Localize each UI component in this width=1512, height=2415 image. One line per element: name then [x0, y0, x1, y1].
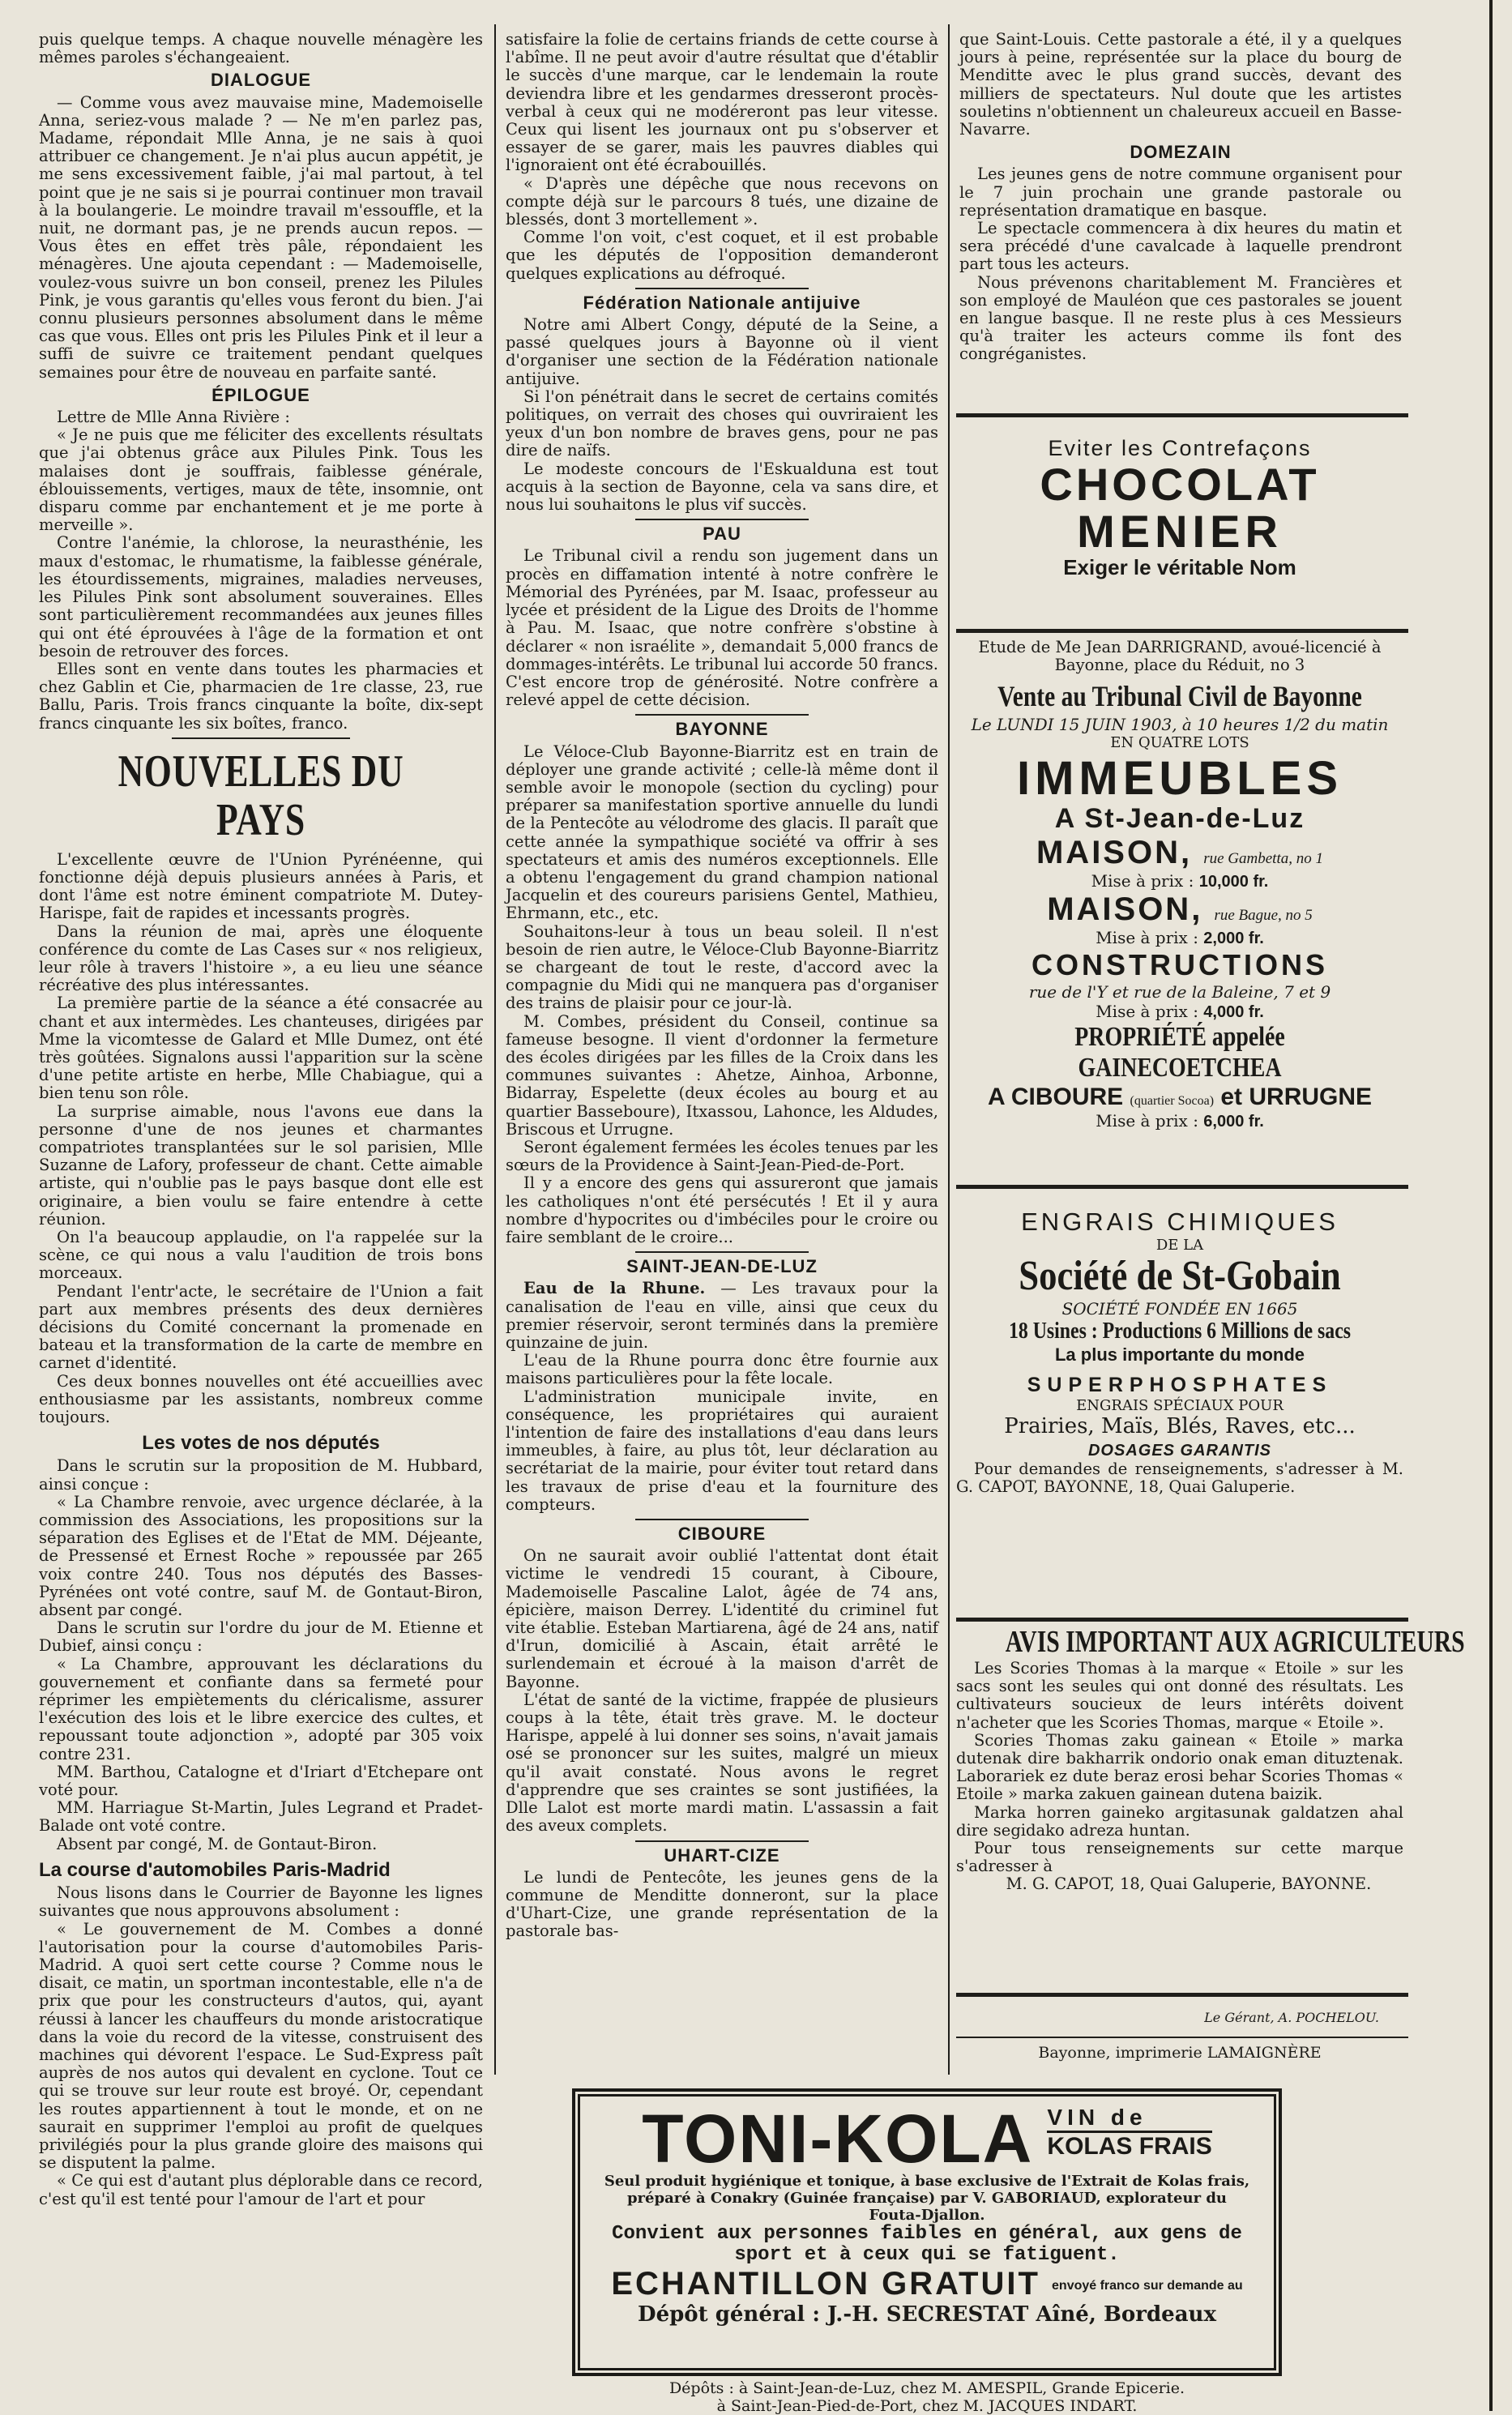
- column-1: [39, 31, 483, 2208]
- paragraph: Elles sont en vente dans toutes les pharmacies et chez Gablin et Cie, pharmacien de 1re classe, 23, rue Ballu, Paris. Trois francs cinquante la boîte, dix-sept francs cinquante les six boîtes, franco.: [39, 659, 483, 733]
- lot-name: MAISON,: [1036, 835, 1193, 870]
- paragraph: Absent par congé, M. de Gontaut-Biron.: [57, 1834, 378, 1853]
- run-in-heading: Eau de la Rhune.: [523, 1279, 706, 1298]
- paragraph: Comme l'on voit, c'est coquet, et il est probable que les députés de l'opposition demanderont quelques explications au défroqué.: [506, 228, 938, 283]
- paragraph: L'administration municipale invite, en conséquence, les propriétaires qui auraient l'intention de faire des installations d'eau dans leurs immeubles, à faire, au plus tôt, leur déclaration au secrétariat de la mairie, pour éviter tout retard dans les travaux de prise d'eau et la fourniture des compteurs.: [506, 1387, 938, 1514]
- article-heading: Les votes de nos députés: [142, 1432, 380, 1455]
- lot-heading: CONSTRUCTIONS: [1031, 948, 1328, 981]
- separator: [635, 1519, 809, 1520]
- ad-line: DE LA: [1155, 1237, 1204, 1254]
- avis-agriculteurs-ad: [956, 1624, 1465, 1894]
- price-value: 6,000 fr.: [1203, 1113, 1264, 1131]
- ad-line: [600, 2266, 1254, 2302]
- paragraph: Les Scories Thomas à la marque « Etoile » sur les sacs sont les seules qui ont donné des résultats. Les cultivateurs soucieux de leurs intérêts doivent n'acheter que les Scories Thomas, marque « Etoile ».: [956, 1659, 1403, 1732]
- paragraph: que Saint-Louis. Cette pastorale a été, il y a quelques jours à peine, représentée sur la place du bourg de Menditte avec le plus grand succès, devant des milliers de spectateurs. Nul doute que les artistes souletins n'obtiennent un chaleureux accueil en Basse-Navarre.: [959, 30, 1402, 139]
- price-label: Mise à prix :: [1096, 1002, 1198, 1021]
- ad-line: KOLAS FRAIS: [1047, 2133, 1212, 2160]
- ad-divider: [956, 2037, 1408, 2038]
- paragraph: M. G. CAPOT, 18, Quai Galuperie, BAYONNE.: [1006, 1874, 1372, 1894]
- paragraph: « Je ne puis que me féliciter des excellents résultats que j'ai obtenus grâce aux Pilules Pink. Tous les malaises dont je souffrais, faiblesse générale, éblouissements, vertiges, maux de tête, insomnie, ont disparu comme par enchantement et je me porte à merveille ».: [39, 425, 483, 535]
- lot-price: [956, 871, 1403, 891]
- ad-line: VIN de: [1047, 2105, 1211, 2133]
- column-2: [506, 31, 938, 1941]
- price-label: Mise à prix :: [1096, 928, 1198, 947]
- ad-offer-note: envoyé franco sur demande au: [1052, 2278, 1243, 2293]
- paragraph: L'excellente œuvre de l'Union Pyrénéenne, qui fonctionne déjà depuis plusieurs années à Paris, et dont l'âme est notre éminent compatriote M. Dutey-Harispe, fait de rapides et incessants progrès.: [39, 849, 483, 923]
- ad-line: SUPERPHOSPHATES: [1027, 1374, 1333, 1396]
- paragraph: Le Véloce-Club Bayonne-Biarritz est en train de déployer une grande activité ; celle-là même dont il semble avoir le monopole (section du cycling) pour préparer sa manifestation sportive annuelle du lundi de la Pentecôte au vélodrome des glacis. Il paraît que cette année la sympathique société va offrir à ses spectateurs et amis des numéros exceptionnels. Elle a obtenu l'engagement du grand champion national Jacquelin et des coureurs parisiens Gentel, Mathieu, Ehrmann, etc., etc.: [506, 742, 938, 923]
- ad-divider: [956, 1618, 1408, 1622]
- paragraph: On l'a beaucoup applaudie, on l'a rappelée sur la scène, ce qui nous a valu l'audition de trois bons morceaux.: [39, 1227, 483, 1283]
- section-heading: DOMEZAIN: [1130, 142, 1232, 163]
- gerant-line: [956, 2010, 1403, 2025]
- ad-line: 18 Usines : Productions 6 Millions de sacs: [1008, 1319, 1352, 1344]
- lot-heading: [956, 891, 1403, 928]
- paragraph: Lettre de Mlle Anna Rivière :: [57, 408, 290, 427]
- lot-location: [956, 1084, 1403, 1111]
- ad-brand: MENIER: [1077, 506, 1283, 557]
- ad-line: Le LUNDI 15 JUIN 1903, à 10 heures 1/2 du matin: [971, 715, 1389, 734]
- paragraph: Contre l'anémie, la chlorose, la neurasthénie, les maux d'estomac, le rhumatisme, la faiblesse générale, les étourdissements, migraines, maladies nerveuses, les Pilules Pink sont absolument souveraines. Elles sont particulièrement recommandées aux jeunes filles qui ont été éprouvées à l'âge de la formation et ont besoin de retrouver des forces.: [39, 533, 483, 660]
- lot-price: [956, 1111, 1403, 1131]
- lot-price: [956, 1002, 1403, 1022]
- lot-note: (quartier Socoa): [1130, 1094, 1215, 1108]
- separator: [635, 519, 809, 520]
- paragraph: Le Tribunal civil a rendu son jugement dans un procès en diffamation intenté à notre confrère le Mémorial des Pyrénées, par M. Isaac, professeur au lycée et président de la Ligue des Droits de l'homme à Pau. M. Isaac, que notre confrère s'obstine à déclarer « non israélite », demandait 5,000 francs de dommages-intérêts. Le tribunal lui accorde 50 francs. C'est encore trop de générosité. Notre confrère a relevé appel de cette décision.: [506, 546, 938, 710]
- price-label: Mise à prix :: [1096, 1111, 1198, 1131]
- ad-divider: [956, 413, 1408, 417]
- paragraph: Pendant l'entr'acte, le secrétaire de l'Union a fait part aux membres présents des deux dernières décisions du Comité concernant la promenade en bateau et la transformation de la carte de membre en carnet d'identité.: [39, 1281, 483, 1373]
- ad-line: Seul produit hygiénique et tonique, à base exclusive de l'Extrait de Kolas frais, préparé à Conakry (Guinée française) par V. GABORIAUD, explorateur du Fouta-Djallon.: [604, 2173, 1250, 2224]
- section-heading: Fédération Nationale antijuive: [583, 292, 861, 313]
- column-divider: [948, 24, 950, 2075]
- ad-line: Dépôt général : J.-H. SECRESTAT Aîné, Bordeaux: [638, 2302, 1216, 2327]
- paragraph: La première partie de la séance a été consacrée au chant et aux intermèdes. Les chanteuses, dirigées par Mme la vicomtesse de Galard et Mlle Dumez, ont été très goûtées. Signalons aussi l'apparition sur la scène d'une petite artiste en herbe, Mlle Chabiague, qui a bien tenu son rôle.: [39, 994, 483, 1103]
- section-title: NOUVELLES DU PAYS: [117, 746, 404, 845]
- ad-title: AVIS IMPORTANT AUX AGRICULTEURS: [1005, 1625, 1465, 1659]
- lot-heading: PROPRIÉTÉ appelée GAINECOETCHEA: [1074, 1022, 1285, 1083]
- article-heading: La course d'automobiles Paris-Madrid: [39, 1858, 391, 1881]
- lot-place: A CIBOURE: [987, 1084, 1124, 1110]
- lot-place: et URRUGNE: [1220, 1084, 1373, 1110]
- page-border-right: [1489, 0, 1493, 2411]
- chocolat-menier-ad: [956, 436, 1403, 580]
- section-heading: DIALOGUE: [210, 70, 312, 91]
- ad-line: Prairies, Maïs, Blés, Raves, etc...: [1004, 1414, 1356, 1438]
- lot-address: rue de l'Y et rue de la Baleine, 7 et 9: [1028, 982, 1331, 1002]
- paragraph: satisfaire la folie de certains friands de cette course à l'abîme. Il ne peut avoir d'autre résultat que d'établir le succès d'une marque, car le lendemain la route deviendra libre et les gendarmes dresseront procès-verbal à ceux qui ne modéreront pas leur vitesse. Ceux qui lisent les journaux ont pu s'observer et essayer de se garer, mais les pauvres diables qui l'ignoraient ont été écrabouillés.: [506, 30, 938, 175]
- lot-price: [956, 928, 1403, 948]
- lot-heading: [956, 835, 1403, 871]
- paragraph: Dans le scrutin sur l'ordre du jour de M. Etienne et Dubief, ainsi conçu :: [39, 1618, 483, 1656]
- separator: [635, 288, 809, 289]
- imprimerie: Bayonne, imprimerie LAMAIGNÈRE: [1038, 2044, 1322, 2062]
- section-heading: CIBOURE: [677, 1524, 767, 1545]
- ad-line: ENGRAIS CHIMIQUES: [1021, 1208, 1339, 1236]
- paragraph: M. Combes, président du Conseil, continue sa fameuse besogne. Il vient d'ordonner la fermeture des écoles dirigées par les filles de la Croix dans les communes suivantes : Ahetze, Ainhoa, Arbonne, Bidarray, Espelette (deux écoles au bourg et au quartier Basseboure), Itxassou, Lahonce, les Aldudes, Briscous et Urrugne.: [506, 1011, 938, 1139]
- price-value: 4,000 fr.: [1203, 1003, 1264, 1021]
- paragraph: MM. Barthou, Catalogne et d'Iriart d'Etchepare ont voté pour.: [39, 1762, 483, 1800]
- paragraph: Ces deux bonnes nouvelles ont été accueillies avec enthousiasme par les assistants, nombreux comme toujours.: [39, 1371, 483, 1427]
- paragraph: L'eau de la Rhune pourra donc être fournie aux maisons particulières pour la fête locale.: [506, 1351, 938, 1388]
- paragraph: Le lundi de Pentecôte, les jeunes gens de la commune de Menditte donneront, sur la place d'Uhart-Cize, une grande représentation de la pastorale bas-: [506, 1867, 938, 1941]
- ad-body: [956, 1660, 1403, 1894]
- paragraph: — Comme vous avez mauvaise mine, Mademoiselle Anna, seriez-vous malade ? — Ne m'en parlez pas, Madame, répondait Mlle Anna, je ne sais à quoi attribuer ce changement. Je n'ai plus aucun appétit, je me sens excessivement faible, j'ai mal partout, à tel point que je ne sais si je pourrai continuer mon travail à la boulangerie. Le moindre travail m'essouffle, et la nuit, ne dormant pas, je ne prends aucun repos. — Vous êtes en effet très pâle, répondaient les ménagères. Une ajouta cependant : — Mademoiselle, voulez-vous suivre un bon conseil, prenez les Pilules Pink, je vous garantis qu'elles vous feront du bien. J'ai connu plusieurs personnes absolument dans le même cas que vous. Elles ont pris les Pilules Pink et il leur a suffi de suivre ce traitement pendant quelques semaines pour être de nouveau en parfaite santé.: [39, 92, 483, 382]
- ad-line: DOSAGES GARANTIS: [1087, 1442, 1272, 1460]
- paragraph: Pour tous renseignements sur cette marque s'adresser à: [956, 1839, 1403, 1876]
- separator: [635, 1840, 809, 1842]
- paragraph: Si l'on pénétrait dans le secret de certains comités politiques, on verrait des choses qui ouvriraient les yeux d'un bon nombre de braves gens, pour ne pas dire de naïfs.: [506, 387, 938, 460]
- section-heading: UHART-CIZE: [664, 1844, 780, 1866]
- paragraph: Marka horren gaineko argitasunak galdatzen ahal dire segidako adreza huntan.: [956, 1802, 1403, 1840]
- ad-line: Exiger le véritable Nom: [1063, 555, 1296, 579]
- paragraph: On ne saurait avoir oublié l'attentat dont était victime le vendredi 15 courant, à Ciboure, Mademoiselle Pascaline Lalot, âgée de 74 ans, épicière, maison Derrey. L'identité du criminel fut vite établie. Esteban Martiarena, âgé de 24 ans, natif d'Irun, domicilié à Ascain, était arrêté le surlendemain et écroué à la maison d'arrêt de Bayonne.: [506, 1546, 938, 1691]
- paragraph: La surprise aimable, nous l'avons eue dans la personne d'une de nos jeunes et charmantes compatriotes transplantées sur le sol parisien, Mlle Suzanne de Lafory, professeur de chant. Cette aimable artiste, qui n'oublie pas le pays basque dont elle est originaire, a bien voulu se faire entendre à cette réunion.: [39, 1101, 483, 1229]
- ad-divider: [956, 1185, 1408, 1189]
- column-divider: [494, 24, 496, 2075]
- paragraph: Nous lisons dans le Courrier de Bayonne les lignes suivantes que nous approuvons absolument :: [39, 1883, 483, 1921]
- ad-line: à Saint-Jean-Pied-de-Port, chez M. JACQUES INDART.: [716, 2397, 1138, 2415]
- toni-kola-depots: [572, 2379, 1282, 2415]
- separator: [172, 737, 349, 739]
- separator: [635, 714, 809, 716]
- paragraph: Scories Thomas zaku gainean « Etoile » marka dutenak dire bakharrik ondorio onak eman dituztenak. Laborariek ez dute beraz erosi behar Scories Thomas « Etoile » marka zakuen gainean dutena baizik.: [956, 1730, 1403, 1804]
- paragraph: puis quelque temps. A chaque nouvelle ménagère les mêmes paroles s'échangeaient.: [39, 30, 483, 67]
- paragraph: Notre ami Albert Congy, député de la Seine, a passé quelques jours à Bayonne où il vient d'organiser une section de la Fédération nationale antijuive.: [506, 315, 938, 388]
- paragraph: Il y a encore des gens qui assureront que jamais les catholiques n'ont été persécutés ! Et il y aura nombre d'hypocrites ou d'imbéciles pour le croire ou faire semblant de le croire...: [506, 1173, 938, 1246]
- paragraph: « La Chambre, approuvant les déclarations du gouvernement et confiante dans sa fermeté pour réprimer les empiètements du cléricalisme, assurer l'exécution des lois et le libre exercice des cultes, et repoussant toute adjonction », adopté par 305 voix contre 231.: [39, 1654, 483, 1763]
- ad-line: La plus importante du monde: [1054, 1344, 1305, 1365]
- paragraph: Les jeunes gens de notre commune organisent pour le 7 juin prochain une grande pastorale ou représentation dramatique en basque.: [959, 165, 1402, 220]
- paragraph: [506, 1280, 938, 1352]
- ad-title: Société de St-Gobain: [1019, 1253, 1341, 1299]
- paragraph: Le modeste concours de l'Eskualduna est tout acquis à la section de Bayonne, cela va sans dire, et nous lui souhaitons le plus vif succès.: [506, 459, 938, 515]
- ad-line: ENGRAIS SPÉCIAUX POUR: [1076, 1397, 1283, 1414]
- ad-title: IMMEUBLES: [1017, 752, 1343, 805]
- price-label: Mise à prix :: [1091, 871, 1194, 891]
- paragraph-text: — Les travaux pour la canalisation de l'eau en ville, ainsi que ceux du premier réservoir, seront terminés dans la première quinzaine de juin.: [506, 1279, 938, 1353]
- ad-line: A St-Jean-de-Luz: [1054, 803, 1305, 834]
- paragraph: « Ce qui est d'autant plus déplorable dans ce record, c'est qu'il est tenté pour l'amour de l'art et pour: [39, 2171, 483, 2208]
- paragraph: « Le gouvernement de M. Combes a donné l'autorisation pour la course d'automobiles Paris-Madrid. A quoi sert cette course ? Comme nous le disait, ce matin, un sportman incontestable, elle n'a de prix que pour les constructeurs d'autos, qui, ayant réussi à lancer les chauffeurs du monde aristocratique dans la voie du record de la vitesse, construisent des machines qui dévorent l'espace. Le Sud-Express paît auprès de nos autos qui devalent en cyclone. Tout ce qui se trouve sur leur route est broyé. Or, cependant les routes appartiennent à tout le monde, et on ne saurait en supprimer l'emploi au profit de quelques privilégiés pour la plus grande gloire des maisons qui se disputent la palme.: [39, 1919, 483, 2173]
- ad-line: Etude de Me Jean DARRIGRAND, avoué-licencié à Bayonne, place du Réduit, no 3: [978, 638, 1382, 674]
- section-heading: ÉPILOGUE: [211, 384, 310, 405]
- paragraph: « La Chambre renvoie, avec urgence déclarée, à la commission des Associations, les propositions sur la séparation des Eglises et de l'Etat de MM. Déjeante, de Pressensé et Ernest Roche » repoussée par 265 voix contre 240. Tous nos députés des Basses-Pyrénées ont voté contre, sauf M. de Gontaut-Biron, absent par congé.: [39, 1492, 483, 1620]
- paragraph: « D'après une dépêche que nous recevons on compte déjà sur le parcours 8 tués, une dizaine de blessés, dont 3 mortellement ».: [506, 173, 938, 229]
- imprint-line: [956, 2044, 1403, 2062]
- paragraph: Dans la réunion de mai, après une éloquente conférence du comte de Las Cases sur « nos religieux, leur rôle à travers l'histoire », a eu lieu une séance récréative des plus intéressantes.: [39, 921, 483, 995]
- price-value: 2,000 fr.: [1203, 930, 1264, 947]
- lot-address: rue Bague, no 5: [1214, 907, 1313, 924]
- ad-brand: CHOCOLAT: [1040, 459, 1320, 510]
- paragraph: L'état de santé de la victime, frappée de plusieurs coups à la tête, était très grave. M. le docteur Harispe, appelé à lui donner ses soins, n'avait jamais osé se prononcer sur les suites, malgré un mieux qu'il avait constaté. Nous avons le regret d'apprendre que ses craintes se sont justifiées, la Dlle Lalot est morte mardi matin. L'assassin a fait des aveux complets.: [506, 1690, 938, 1836]
- paragraph: Dans le scrutin sur la proposition de M. Hubbard, ainsi conçue :: [39, 1456, 483, 1494]
- section-heading: SAINT-JEAN-DE-LUZ: [626, 1256, 818, 1277]
- ad-divider: [956, 629, 1408, 633]
- ad-header: [600, 2101, 1254, 2177]
- ad-brand: TONI-KOLA: [642, 2101, 1034, 2177]
- section-heading: PAU: [703, 524, 741, 545]
- saint-gobain-ad: [956, 1208, 1403, 1496]
- paragraph: Nous prévenons charitablement M. Francières et son employé de Mauléon que ces pastorales se jouent en langue basque. Il ne reste plus à ces Messieurs qu'à traiter les acteurs comme ils font des congréganistes.: [959, 272, 1402, 364]
- price-value: 10,000 fr.: [1198, 873, 1269, 891]
- toni-kola-ad: [572, 2088, 1282, 2376]
- section-heading: BAYONNE: [675, 719, 769, 740]
- lot-address: rue Gambetta, no 1: [1203, 850, 1323, 867]
- vente-tribunal-ad: [956, 639, 1403, 1131]
- ad-line: SOCIÉTÉ FONDÉE EN 1665: [1061, 1299, 1298, 1319]
- ad-offer: ECHANTILLON GRATUIT: [611, 2266, 1040, 2302]
- lot-name: MAISON,: [1047, 891, 1203, 927]
- ad-line: Pour demandes de renseignements, s'adresser à M. G. CAPOT, BAYONNE, 18, Quai Galuperie.: [956, 1460, 1403, 1496]
- column-3: [959, 31, 1402, 364]
- gerant-signature: Le Gérant, A. POCHELOU.: [1204, 2010, 1379, 2025]
- paragraph: Seront également fermées les écoles tenues par les sœurs de la Providence à Saint-Jean-Pied-de-Port.: [506, 1137, 938, 1175]
- paragraph: Souhaitons-leur à tous un beau soleil. Il n'est besoin de rien autre, le Véloce-Club Bayonne-Biarritz se chargeant de tout le reste, d'accord avec la compagnie du Midi qui ne manquera pas d'organiser des trains de plaisir pour ce jour-là.: [506, 921, 938, 1013]
- ad-title: Vente au Tribunal Civil de Bayonne: [997, 680, 1362, 712]
- paragraph: Le spectacle commencera à dix heures du matin et sera précédé d'une cavalcade à laquelle prendront part tous les acteurs.: [959, 219, 1402, 274]
- ad-brand-side: [1047, 2105, 1211, 2161]
- ad-line: EN QUATRE LOTS: [1110, 734, 1249, 751]
- ad-line: Eviter les Contrefaçons: [1048, 436, 1312, 460]
- paragraph: MM. Harriague St-Martin, Jules Legrand et Pradet-Balade ont voté contre.: [39, 1798, 483, 1836]
- ad-divider: [956, 1993, 1408, 1997]
- ad-line: Dépôts : à Saint-Jean-de-Luz, chez M. AMESPIL, Grande Epicerie.: [668, 2379, 1185, 2397]
- ad-line: Convient aux personnes faibles en général, aux gens de sport et à ceux qui se fatiguent.: [612, 2223, 1242, 2266]
- separator: [635, 1251, 809, 1253]
